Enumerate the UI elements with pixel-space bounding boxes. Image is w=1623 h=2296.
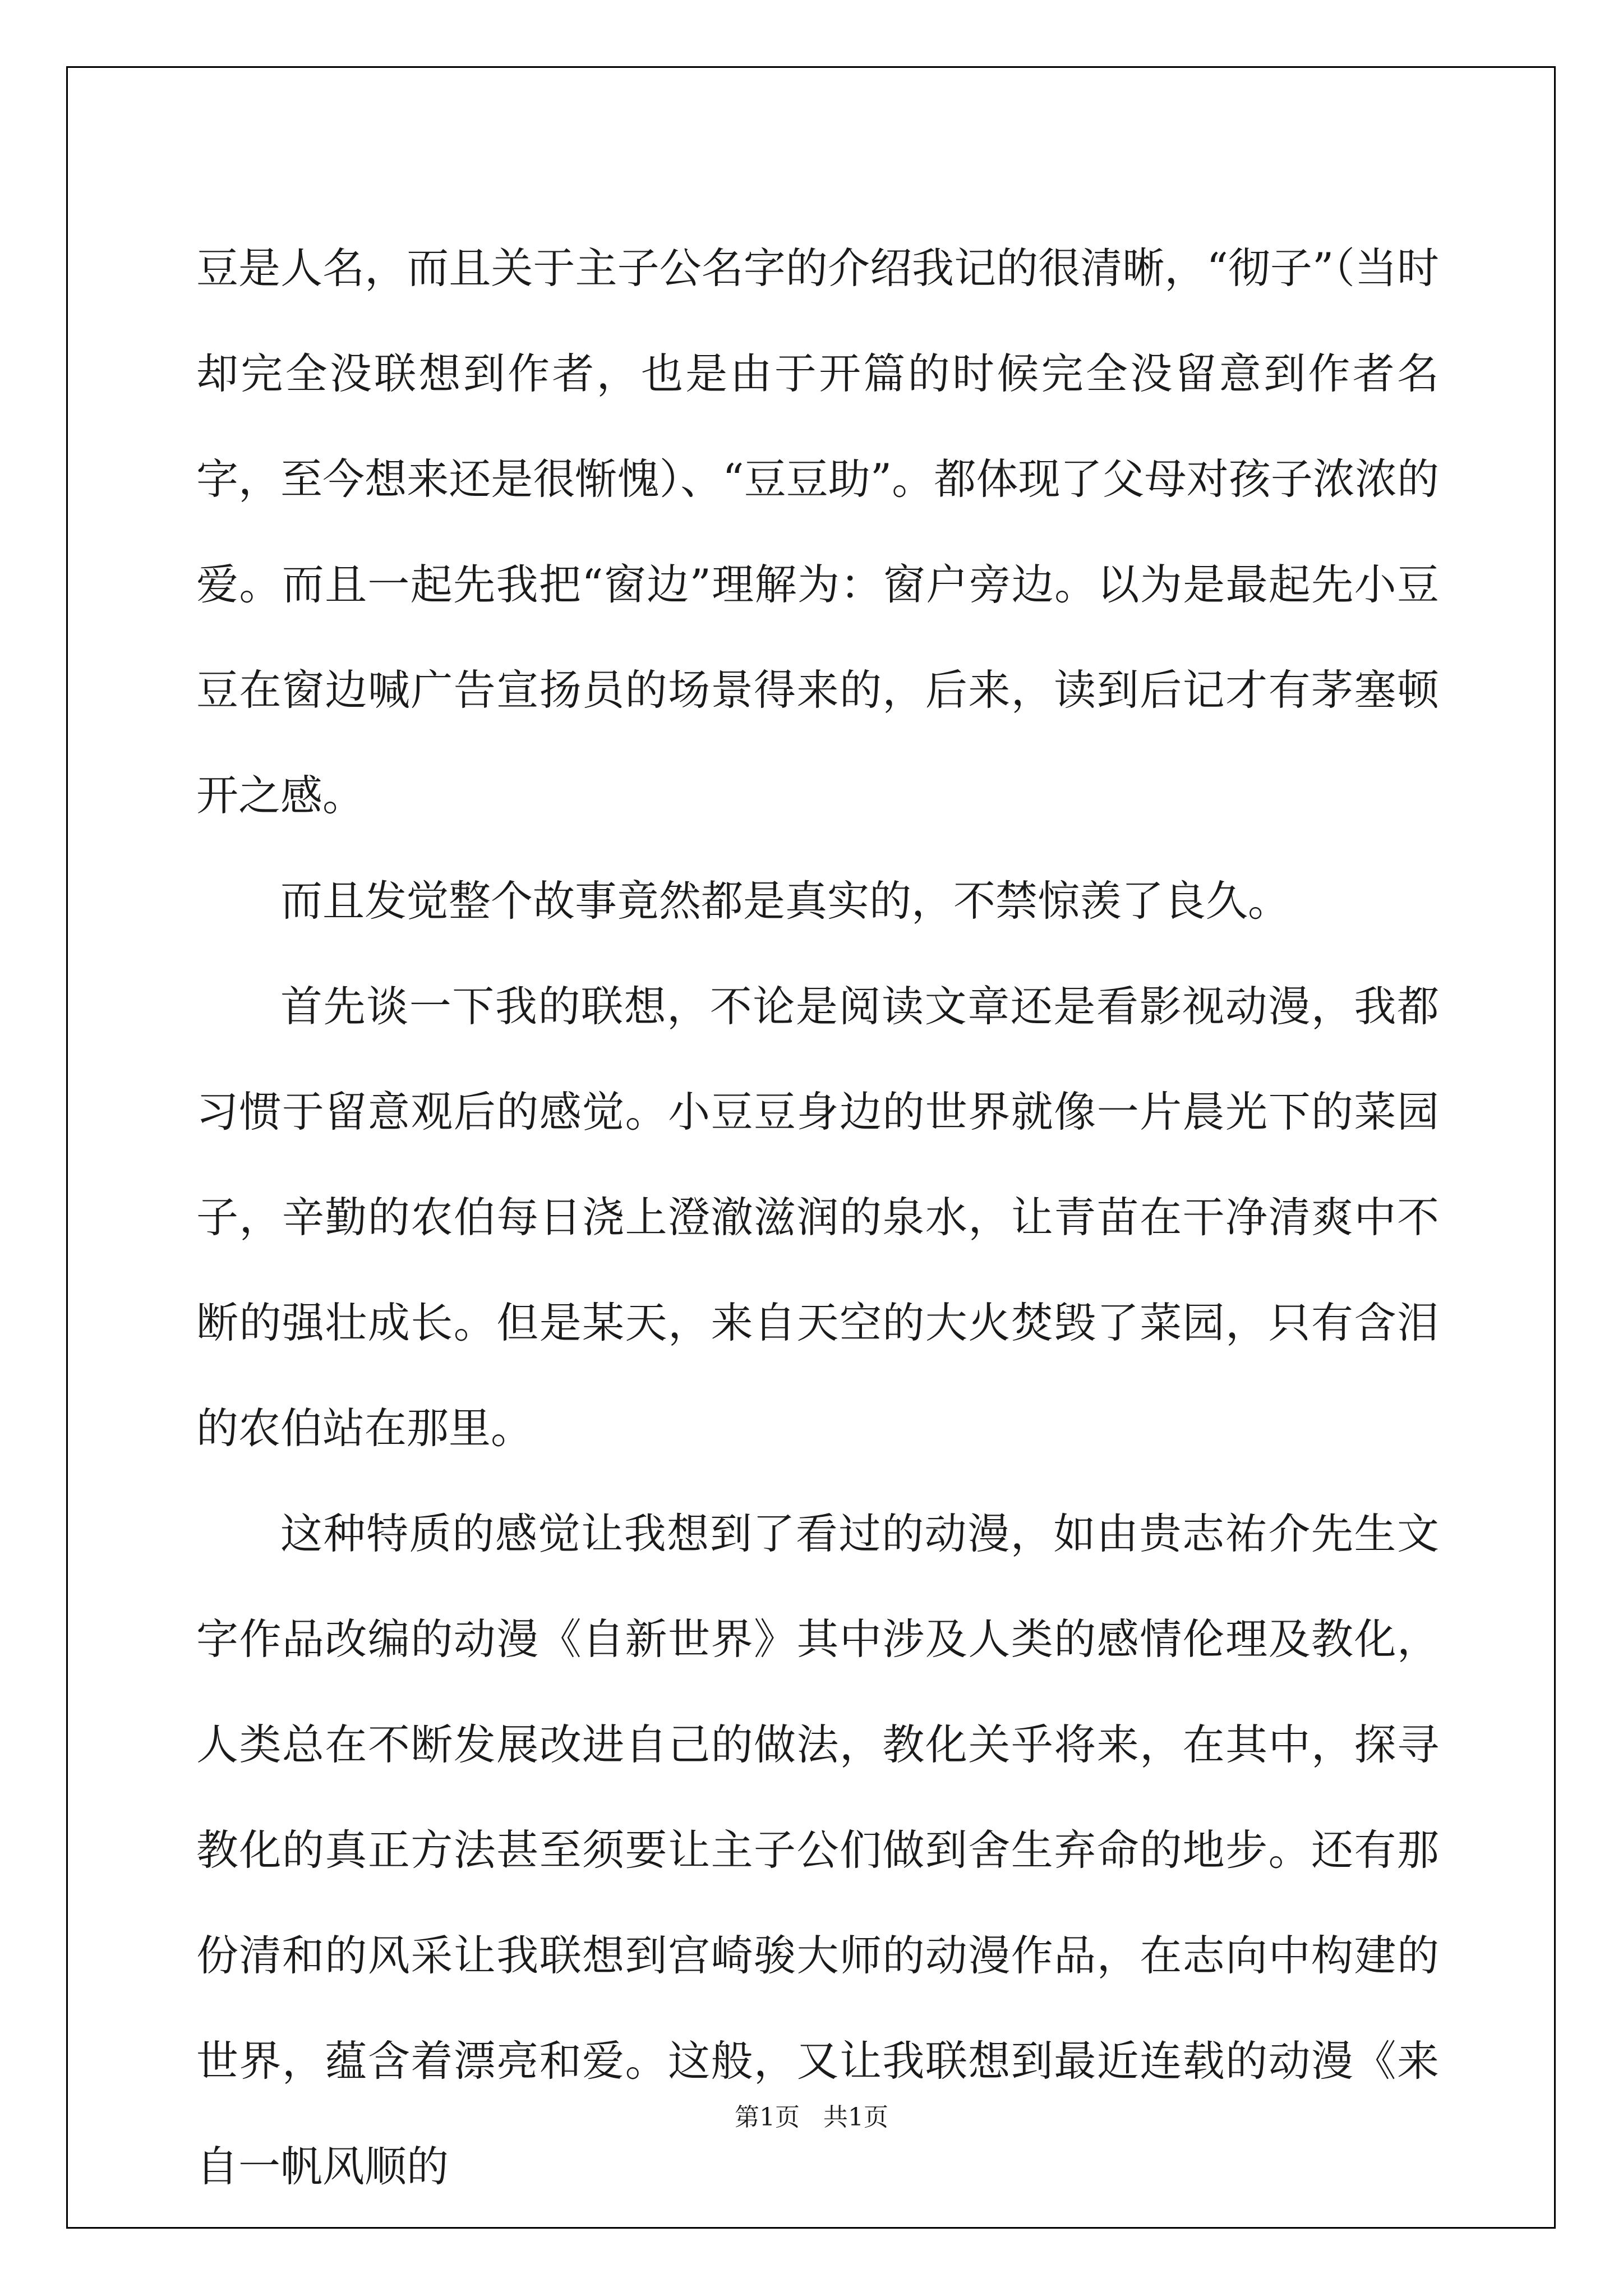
paragraph-2: 而且发觉整个故事竟然都是真实的，不禁惊羡了良久。 [280,876,1290,926]
document-body [196,215,1439,2219]
paragraph-4: 这种特质的感觉让我想到了看过的动漫，如由贵志祐介先生文字作品改编的动漫《自新世界》其中涉及人类的感情伦理及教化，人类总在不断发展改进自己的做法，教化关乎将来，在其中，探寻教化的真正方法甚至须要让主子公们做到舍生弃命的地步。还有那份清和的风采让我联想到宫崎骏大师的动漫作品，在志向中构建的世界，蕴含着漂亮和爱。这般，又让我联想到最近连载的动漫《来自一帆风顺的 [196,1509,1439,2191]
paragraph-1: 豆是人名，而且关于主子公名字的介绍我记的很清晰，“彻子”（当时却完全没联想到作者，也是由于开篇的时候完全没留意到作者名字，至今想来还是很惭愧）、“豆豆助”。都体现了父母对孩子浓浓的爱。而且一起先我把“窗边”理解为：窗户旁边。以为是最起先小豆豆在窗边喊广告宣扬员的场景得来的，后来，读到后记才有茅塞顿开之感。 [196,243,1439,820]
paragraph-3: 首先谈一下我的联想，不论是阅读文章还是看影视动漫，我都习惯于留意观后的感觉。小豆豆身边的世界就像一片晨光下的菜园子，辛勤的农伯每日浇上澄澈滋润的泉水，让青苗在干净清爽中不断的强壮成长。但是某天，来自天空的大火焚毁了菜园，只有含泪的农伯站在那里。 [196,982,1439,1453]
page-number-footer: 第1页 共1页 [735,2103,888,2132]
